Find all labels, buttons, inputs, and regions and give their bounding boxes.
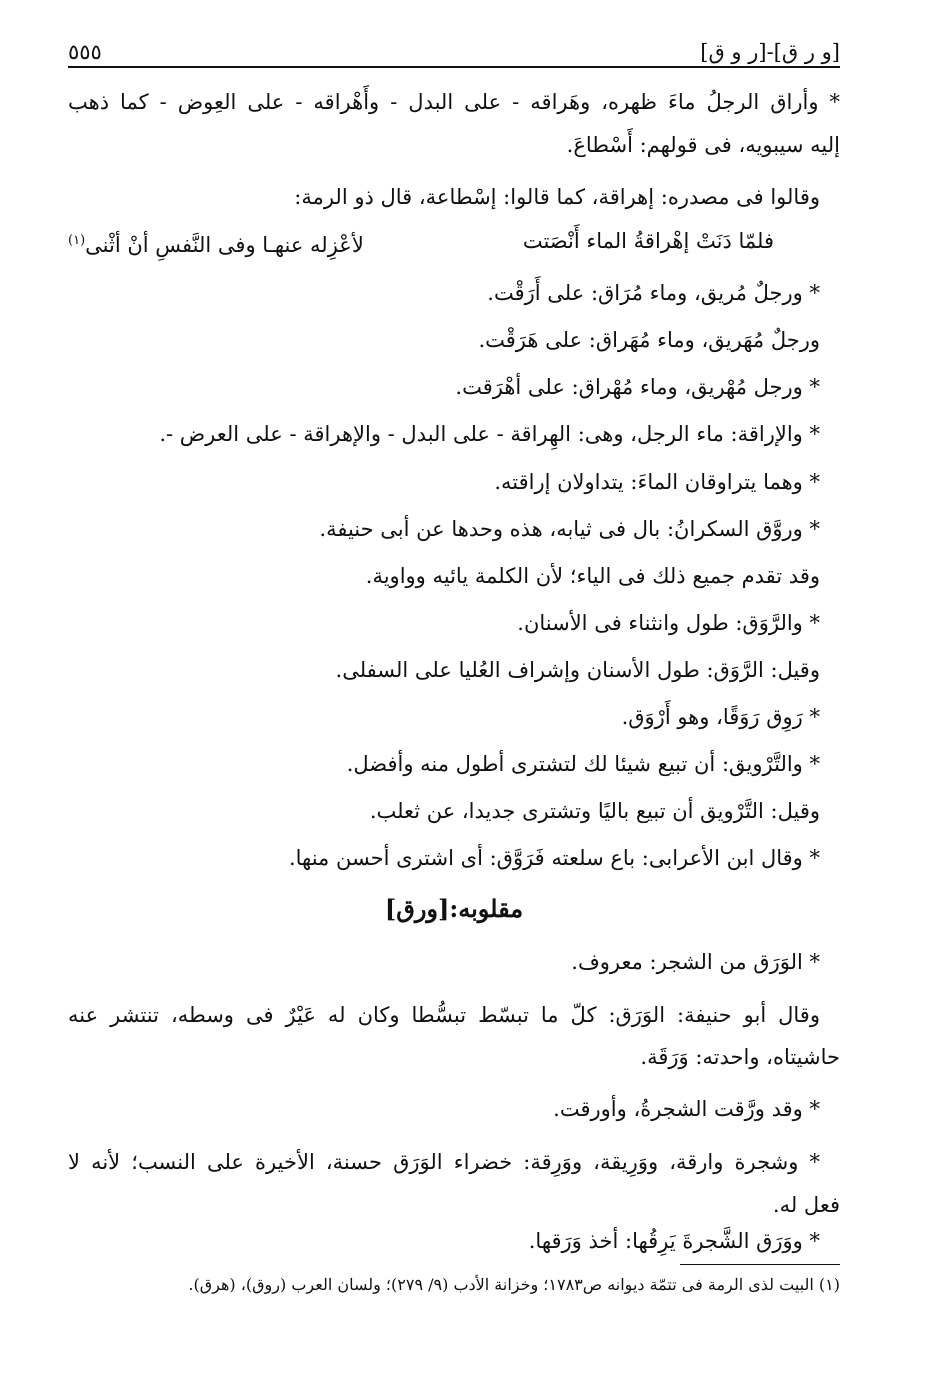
text-line: وقالوا فى مصدره: إهراقة، كما قالوا: إسْطاعة، قال ذو الرمة: [294, 185, 820, 209]
text-line: * ورجلٌ مُريق، وماء مُرَاق: على أَرَقْت. [487, 281, 820, 305]
text-line: ورجلٌ مُهَريق، وماء مُهَراق: على هَرَقْت. [478, 328, 820, 352]
footnote: (١) البيت لذى الرمة فى تتمّة ديوانه ص١٧٨٣؛ وخزانة الأدب (٩/ ٢٧٩)؛ ولسان العرب (روق)، (هرق). [188, 1275, 840, 1294]
verse-hemistich-2-text: لأعْزِله عنهـا وفى النَّفسِ أنْ أثْنى [85, 233, 364, 257]
text-line: فعل له. [772, 1193, 840, 1217]
text-line: * وقال ابن الأعرابى: باع سلعته فَرَوَّق: أى اشترى أحسن منها. [288, 846, 820, 870]
header-rule [68, 66, 840, 68]
text-line: وقيل: التَّرْويق أن تبيع باليًا وتشترى جديدا، عن ثعلب. [369, 799, 820, 823]
text-line: * والتَّرْويق: أن تبيع شيئا لك لتشترى أطول منه وأفضل. [346, 752, 820, 776]
section-title: [ر و ق]-[و ر ق] [700, 40, 840, 64]
footnote-rule [680, 1264, 840, 1265]
text-line: * ووَرَق الشَّجرةَ يَرِقُها: أخذ وَرَقها. [528, 1229, 820, 1253]
text-line: إليه سيبويه، فى قولهم: أَسْطاعَ. [566, 133, 840, 157]
section-heading: مقلوبه:[ورق] [384, 894, 524, 923]
footnote-marker: (١) [68, 233, 86, 248]
text-line: * والرَّوَق: طول وانثناء فى الأسنان. [517, 611, 820, 635]
text-line: * وشجرة وارقة، ووَرِيقة، ووَرِقة: خضراء الوَرَق حسنة، الأخيرة على النسب؛ لأنه لا [68, 1150, 820, 1174]
text-line: * وروَّق السكرانُ: بال فى ثيابه، هذه وحدها عن أبى حنيفة. [319, 517, 820, 541]
page-header [68, 30, 840, 64]
page-number: ٥٥٥ [68, 40, 102, 64]
text-line: وقيل: الرَّوَق: طول الأسنان وإشراف العُليا على السفلى. [335, 658, 820, 682]
verse-line [68, 219, 840, 263]
text-line: * ورجل مُهْريق، وماء مُهْراق: على أهْرَقت. [455, 375, 820, 399]
text-line: وقد تقدم جميع ذلك فى الياء؛ لأن الكلمة يائيه وواوية. [365, 564, 820, 588]
text-line: * وأراق الرجلُ ماءَ ظهره، وهَراقه - على البدل - وأَهْراقه - على العِوض - كما ذهب [68, 90, 840, 114]
text-line: * والإراقة: ماء الرجل، وهى: الهِراقة - على البدل - والإهراقة - على العرض -. [159, 422, 820, 446]
verse-hemistich-1: فلمّا دَنَتْ إهْراقةُ الماء أَنْصَتت [522, 229, 774, 253]
text-line: * رَوِق رَوَقًا، وهو أَرْوَق. [621, 705, 820, 729]
text-line: * وهما يتراوقان الماءَ: يتداولان إراقته. [494, 470, 820, 494]
verse-hemistich-2 [68, 219, 364, 267]
text-line: حاشيتاه، واحدته: وَرَقَة. [640, 1045, 840, 1069]
text-line: * وقد ورَّقت الشجرةُ، وأورقت. [553, 1097, 820, 1121]
text-line: * الوَرَق من الشجر: معروف. [571, 950, 820, 974]
text-line: وقال أبو حنيفة: الوَرَق: كلّ ما تبسّط تبسُّطا وكان له عَيْرٌ فى وسطه، تنتشر عنه [68, 1003, 820, 1027]
